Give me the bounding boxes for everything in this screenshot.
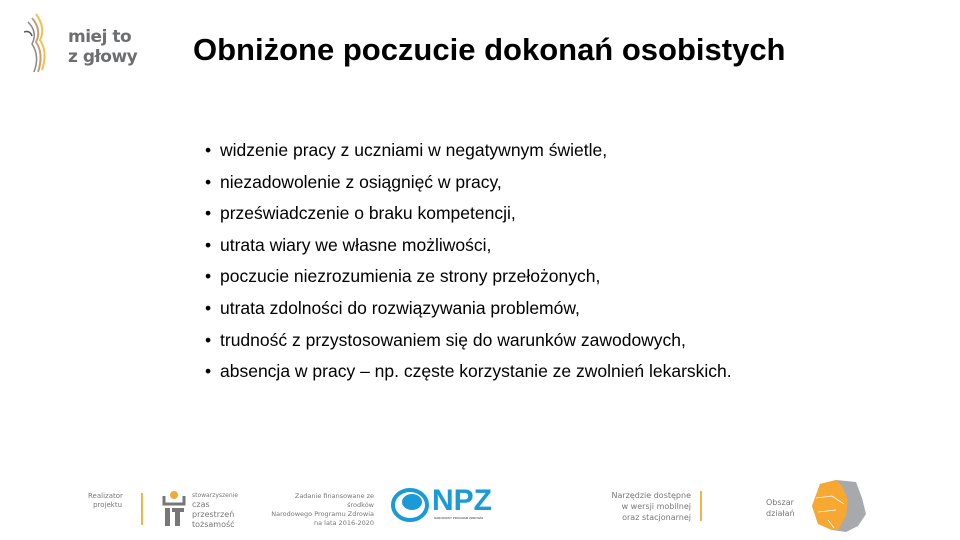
poland-map-icon [806,476,868,534]
list-item-text: widzenie pracy z uczniami w negatywnym świetle, [220,140,608,160]
npz-subtitle: NARODOWY PROGRAM ZDROWIA [434,516,484,520]
funding-line: Narodowego Programu Zdrowia [271,510,374,518]
logo-figure-icon [24,10,64,78]
tool-line: oraz stacjonarnej [622,513,691,522]
czas-l2: przestrzeń [192,510,235,519]
npz-logo-text: NPZ [432,484,492,517]
bullet-icon: • [205,140,212,160]
list-item-text: utrata wiary we własne możliwości, [220,234,492,255]
bullet-icon: • [205,203,212,224]
slide-title: Obniżone poczucie dokonań osobistych [193,32,786,67]
funding-line: na lata 2016-2020 [314,519,374,527]
bullet-icon: • [205,234,212,255]
logo-line2: z głowy [68,47,138,67]
tool-line: Narzędzie dostępne [611,491,691,500]
list-item-text: przeświadczenie o braku kompetencji, [220,203,516,224]
realizator-label: Realizator projektu [88,492,123,509]
tool-line: w wersji mobilnej [621,502,691,511]
area-text [766,497,795,519]
bullet-icon: • [205,297,212,318]
area-line: Obszar [766,498,794,507]
czas-top: stowarzyszenie [192,492,239,499]
list-item-text: trudność z przystosowaniem się do warunków zawodowych, [220,329,686,350]
list-item [205,234,732,266]
list-item [205,202,732,234]
czas-l3: tożsamość [192,520,235,529]
list-item-text: niezadowolenie z osiągnięć w pracy, [220,171,502,192]
czas-name [192,500,235,530]
logo-line1: miej to [68,27,132,47]
bullet-icon: • [205,266,212,287]
area-line: działań [766,509,795,518]
logo-miej-to-z-glowy [24,10,159,78]
tool-text [596,490,691,523]
list-item [205,139,732,171]
list-item-text: poczucie niezrozumienia ze strony przełożonych, [220,266,601,287]
list-item [205,171,732,203]
bullet-icon: • [205,329,212,350]
czas-logo-icon [162,490,186,526]
npz-emblem-icon [390,487,430,523]
bullet-icon: • [205,171,212,192]
list-item-text: utrata zdolności do rozwiązywania problemów, [220,297,580,318]
czas-l1: czas [192,500,210,509]
bullet-icon: • [205,361,212,382]
list-item [205,265,732,297]
funding-text [270,492,374,528]
funding-line: Zadanie finansowane ze środków [294,492,374,509]
list-item [205,329,732,361]
list-item [205,360,732,392]
list-item [205,297,732,329]
bullet-list [205,139,732,392]
list-item-text: absencja w pracy – np. częste korzystanie ze zwolnień lekarskich. [220,361,732,382]
divider [141,493,143,525]
divider [700,491,702,521]
